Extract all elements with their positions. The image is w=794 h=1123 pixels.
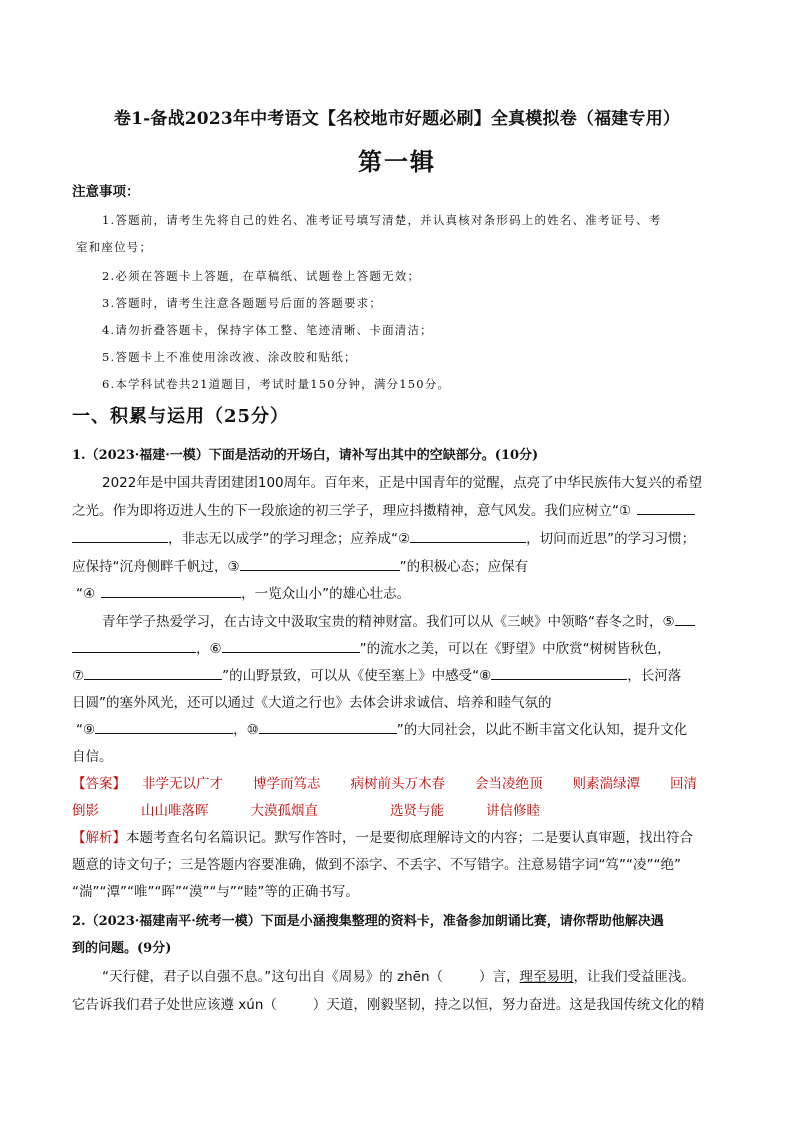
q1-analysis-line1: 【解析】本题考查名句名篇识记。默写作答时，一是要彻底理解诗文的内容；二是要认真审题，找出符合 (72, 830, 693, 846)
q2-para-line2: 它告诉我们君子处世应该遵 xún（ ）天道，刚毅坚韧，持之以恒，努力奋进。这是我国传统文化的精 (72, 997, 705, 1013)
section-heading: 一、积累与运用（25分） (72, 406, 290, 427)
answer-9: 选贤与能 (390, 803, 444, 819)
notice-item-4: 4.请勿折叠答题卡，保持字体工整、笔迹清晰、卡面清洁； (102, 323, 433, 337)
q1-analysis-line3: “湍”“潭”“唯”“晖”“漠”“与”“睦”等的正确书写。 (72, 884, 359, 900)
answer-label: 【答案】 (72, 776, 126, 792)
q1-analysis-line2: 题意的诗文句子；三是答题内容要准确，做到不添字、不丢字、不写错字。注意易错字词“笃”“凌”“绝” (72, 857, 681, 873)
analysis-label: 【解析】 (72, 830, 126, 846)
blank-8[interactable] (491, 667, 627, 680)
q1-para1-line1: 2022年是中国共青团建团100周年。百年来，正是中国青年的觉醒，点亮了中华民族伟大复兴的希望 (102, 475, 703, 491)
q1-para1-line5: “④ ，一览众山小”的雄心壮志。 (76, 586, 411, 602)
blank-3[interactable] (240, 558, 400, 571)
blank-9[interactable] (95, 721, 233, 734)
notice-item-2: 2.必须在答题卡上答题，在草稿纸、试题卷上答题无效； (102, 269, 421, 283)
blank-1-part1[interactable] (637, 502, 695, 515)
notice-item-1b: 室和座位号； (76, 240, 153, 254)
notice-item-1a: 1.答题前，请考生先将自己的姓名、准考证号填写清楚，并认真核对条形码上的姓名、准考证号、考 (102, 213, 662, 227)
q1-answer-row2 (72, 799, 570, 819)
notice-item-5: 5.答题卡上不准使用涂改液、涂改胶和贴纸； (102, 350, 357, 364)
q1-para2-line5: “⑨ ，⑩ ”的大同社会，以此不断丰富文化认知，提升文化 (76, 722, 688, 738)
q1-para1-line4: 应保持“沉舟侧畔千帆过，③ ”的积极心态；应保有 (72, 559, 529, 575)
q2-stem-line1: 2.（2023·福建南平·统考一模）下面是小涵搜集整理的资料卡，准备参加朗诵比赛，请你帮助他解决遇 (72, 914, 664, 929)
q1-para2-line6: 自信。 (72, 749, 113, 765)
q1-answer-row1 (72, 772, 697, 792)
blank-1-part2[interactable] (72, 530, 168, 543)
blank-6[interactable] (222, 640, 360, 653)
blank-7[interactable] (84, 667, 222, 680)
exam-title: 卷1-备战2023年中考语文【名校地市好题必刷】全真模拟卷（福建专用） (113, 109, 681, 129)
answer-8: 大漠孤烟直 (250, 803, 318, 819)
q1-para1-line2: 之光。作为即将迈进人生的下一段旅途的初三学子，理应抖擞精神，意气风发。我们应树立“① (72, 499, 695, 519)
q1-para2-line1: 青年学子热爱学习，在古诗文中汲取宝贵的精神财富。我们可以从《三峡》中领略“春冬之时，⑤ (102, 610, 695, 630)
q1-para2-line4: 日圆”的塞外风光，还可以通过《大道之行也》去体会讲求诚信、培养和睦气氛的 (72, 695, 552, 711)
q1-stem: 1.（2023·福建·一模）下面是活动的开场白，请补写出其中的空缺部分。(10分) (72, 448, 539, 463)
answer-6-part2: 倒影 (72, 803, 99, 819)
underlined-phrase: 理至易明 (519, 969, 574, 985)
blank-2[interactable] (410, 530, 526, 543)
answer-6-part1: 回清 (670, 776, 697, 792)
notice-item-6: 6.本学科试卷共21道题目，考试时量150分钟，满分150分。 (102, 377, 451, 391)
answer-3: 病树前头万木春 (350, 776, 445, 792)
q1-para1-line3: ，非志无以成学”的学习理念；应养成“② ，切问而近思”的学习习惯； (72, 527, 695, 547)
answer-10: 讲信修睦 (486, 803, 540, 819)
q1-para2-line3: ⑦ ”的山野景致，可以从《使至塞上》中感受“⑧ ，长河落 (72, 668, 682, 684)
answer-1: 非学无以广才 (142, 776, 223, 792)
q2-para-line1: “天行健，君子以自强不息。”这句出自《周易》的 zhēn（ ）言，理至易明，让我们受益匪浅。 (102, 969, 696, 985)
notice-heading: 注意事项： (72, 184, 140, 200)
q1-para2-line2: ，⑥ ”的流水之美，可以在《野望》中欣赏“树树皆秋色， (72, 637, 671, 657)
exam-subtitle: 第一辑 (358, 147, 436, 176)
answer-4: 会当凌绝顶 (475, 776, 543, 792)
q2-stem-line2: 到的问题。(9分) (72, 941, 172, 956)
blank-5-part2[interactable] (72, 640, 196, 653)
answer-5: 则素湍绿潭 (572, 776, 640, 792)
blank-4[interactable] (101, 585, 241, 598)
blank-5-part1[interactable] (675, 613, 695, 626)
answer-2: 博学而笃志 (253, 776, 321, 792)
blank-10[interactable] (259, 721, 397, 734)
answer-7: 山山唯落晖 (141, 803, 209, 819)
notice-item-3: 3.答题时，请考生注意各题题号后面的答题要求； (102, 296, 383, 310)
